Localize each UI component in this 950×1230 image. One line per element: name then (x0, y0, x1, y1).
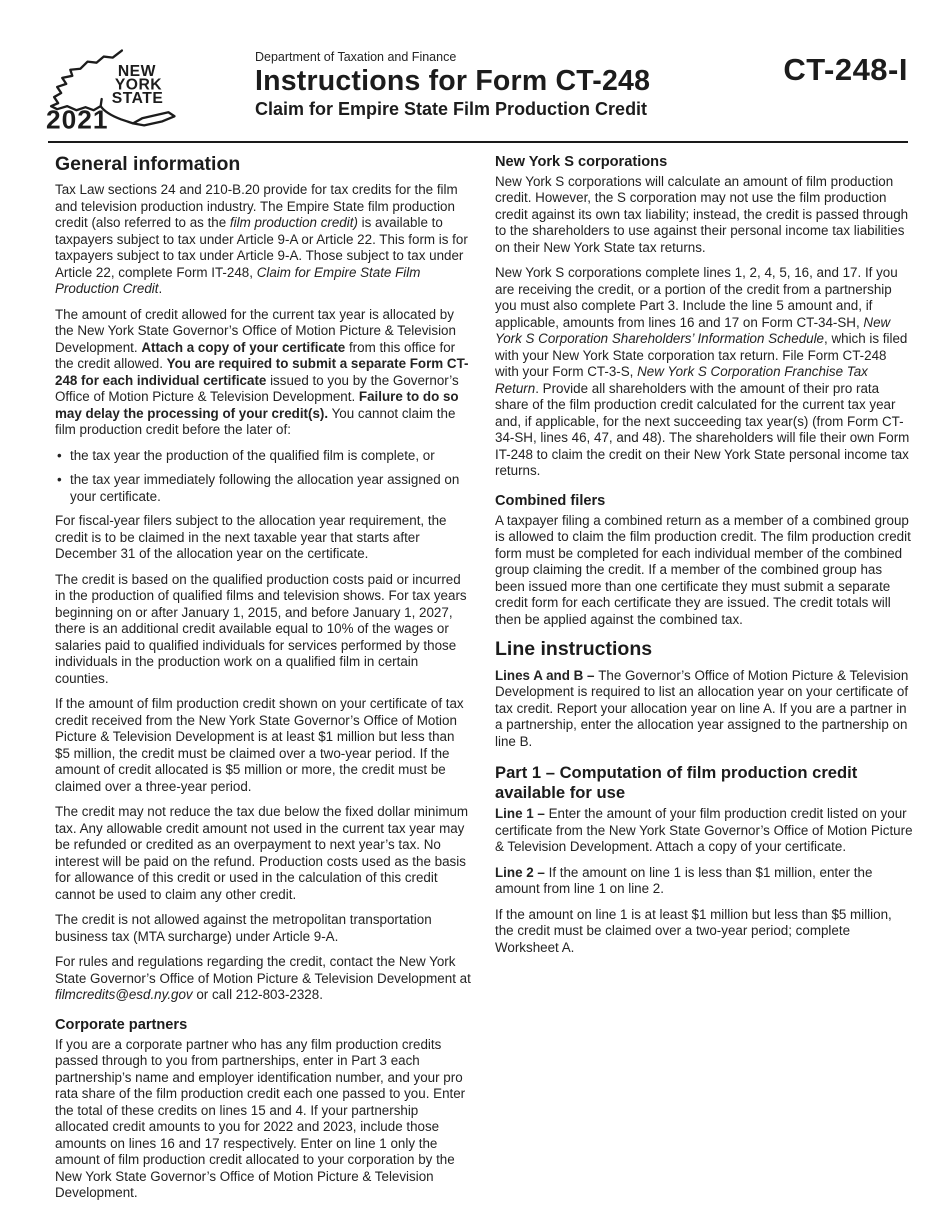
paragraph-line-1: Line 1 – Enter the amount of your film production credit listed on your certificate from the New York State Governor’s Office of Motion Picture & Television Development. Attach a copy of your certificate. (495, 806, 913, 855)
paragraph-fixed-dollar-minimum: The credit may not reduce the tax due below the fixed dollar minimum tax. Any allowable credit amount not used in the current tax year may be refunded or credited as an overpayment to next year’s tax. No interest will be paid on the refund. Production costs used as the basis for allowance of this credit or used in the calculation of this credit cannot be used to claim any other credit. (55, 804, 469, 902)
paragraph-fiscal-year-filers: For fiscal-year filers subject to the allocation year requirement, the credit is to be claimed in the next taxable year that starts after December 31 of the allocation year on the certificate. (55, 513, 447, 562)
bullet-item-production-complete (55, 448, 473, 465)
paragraph-s-corp-calculate: New York S corporations will calculate an amount of film production credit. However, the S corporation may not use the film production credit against its own tax liability; instead, the credit is passed through to the shareholders to use against their personal income tax liabilities on their New York State tax returns. (495, 173, 909, 255)
paragraph-line-2-continued: If the amount on line 1 is at least $1 million but less than $5 million, the credit must be claimed over a two-year period; complete Worksheet A. (495, 906, 892, 955)
bullet-marker: • (57, 472, 62, 488)
bullet-marker: • (57, 447, 62, 463)
heading-line-instructions: Line instructions (495, 638, 653, 661)
heading-combined-filers: Combined filers (495, 492, 606, 509)
logo-state-line-state: STATE (111, 90, 164, 108)
form-title: Instructions for Form CT-248 (255, 65, 651, 97)
logo-year: 2021 (46, 104, 109, 135)
body-columns (55, 154, 913, 1211)
right-column (495, 154, 913, 1211)
heading-corporate-partners: Corporate partners (55, 1016, 188, 1033)
form-subtitle: Claim for Empire State Film Production Credit (255, 98, 648, 119)
paragraph-corporate-partners: If you are a corporate partner who has any film production credits passed through to you from partnerships, enter in Part 3 each partnership’s name and employer identification number, and your pro rata share of the film production credit each one passed to you. Enter the total of these credits on lines 15 and 4. If your partnership allocated credit amounts to you for 2022 and 2023, include those amounts on lines 16 and 17 respectively. Enter on line 1 only the amount of film production credit allocated to your corporation by the New York State Governor’s Office of Motion Picture & Television Development. (55, 1036, 466, 1201)
paragraph-line-2: Line 2 – If the amount on line 1 is less than $1 million, enter the amount from line 1 on line 2. (495, 864, 873, 897)
new-york-state-logo (44, 46, 218, 138)
paragraph-lines-a-and-b: Lines A and B – The Governor’s Office of Motion Picture & Television Development is required to list an allocation year on your certificate of tax credit. Report your allocation year on line A. If you are a partner in a partnership, enter the allocation year assigned to the partnership on line B. (495, 667, 909, 749)
header-titles (255, 50, 650, 120)
paragraph-tax-law: Tax Law sections 24 and 210-B.20 provide for tax credits for the film and television production industry. The Empire State film production credit (also referred to as the film production credit) is available to taxpayers subject to tax under Article 9-A or Article 22. This form is for taxpayers subject to tax under Article 9-A. Those subject to tax under Article 22, complete Form IT-248, Claim for Empire State Film Production Credit. (55, 182, 468, 297)
left-column (55, 154, 473, 1211)
paragraph-rules-contact: For rules and regulations regarding the credit, contact the New York State Governor’s Office of Motion Picture & Television Development at filmcredits@esd.ny.gov or call 212-803-2328. (55, 954, 471, 1003)
heading-new-york-s-corporations: New York S corporations (495, 154, 668, 170)
paragraph-s-corp-complete-lines: New York S corporations complete lines 1, 2, 4, 5, 16, and 17. If you are receiving the credit, or a portion of the credit from a partnership you must also complete Part 3. Include the line 5 amount and, if applicable, amounts from lines 16 and 17 on Form CT-34-SH, New York S Corporation Shareholders’ Information Schedule, which is filed with your New York State corporation tax return. File Form CT-248 with your Form CT-3-S, New York S Corporation Franchise Tax Return. Provide all shareholders with the amount of their pro rata share of the film production credit calculated for the current tax year and, if applicable, for the next succeeding tax year(s) (from Form CT-34-SH, lines 46, 47, and 48). The shareholders will file their own Form IT-248 to claim the credit on their New York State personal income tax returns. (495, 265, 910, 479)
paragraph-credit-basis: The credit is based on the qualified production costs paid or incurred in the production of qualified films and television shows. For tax years beginning on or after January 1, 2015, and before January 1, 2027, there is an additional credit available equal to 10% of the wages or salaries paid to qualified individuals for services performed by those individuals in the production work on a qualified film in certain counties. (55, 571, 467, 686)
paragraph-mta-surcharge: The credit is not allowed against the metropolitan transportation business tax (MTA surcharge) under Article 9-A. (55, 912, 432, 944)
heading-general-information: General information (55, 153, 241, 175)
header-divider (48, 141, 908, 143)
heading-part-1: Part 1 – Computation of film production credit available for use (495, 763, 858, 802)
paragraph-credit-thresholds: If the amount of film production credit shown on your certificate of tax credit received from the New York State Governor’s Office of Motion Picture & Television Development is at least $1 million but less than $5 million, the credit must be claimed over a two-year period. If the amount of credit allocated is $5 million or more, the credit must be claimed over a three-year period. (55, 696, 464, 794)
bullet-text: the tax year immediately following the allocation year assigned on your certificate. (70, 472, 460, 504)
bullet-text: the tax year the production of the qualified film is complete, or (70, 447, 435, 463)
form-code: CT-248-I (783, 52, 908, 87)
logo-state-line-york: YORK (114, 76, 163, 94)
paragraph-amount-of-credit: The amount of credit allowed for the current tax year is allocated by the New York State Governor’s Office of Motion Picture & Television Development. Attach a copy of your certificate from this office for the credit allowed. You are required to submit a separate Form CT-248 for each individual certificate issued to you by the Governor’s Office of Motion Picture & Television Development. Failure to do so may delay the processing of your credit(s). You cannot claim the film production credit before the later of: (55, 306, 469, 438)
paragraph-combined-filers: A taxpayer filing a combined return as a member of a combined group is allowed to claim the film production credit. The film production credit form must be completed for each individual member of the combined group claiming the credit. If a member of the combined group has been issued more than one certificate they must submit a separate credit form for each certificate they are issued. The credit totals will then be applied against the combined tax. (495, 512, 911, 627)
department-name: Department of Taxation and Finance (255, 50, 457, 64)
bullet-item-allocation-year (55, 472, 473, 505)
logo-state-line-new: NEW (117, 62, 156, 80)
